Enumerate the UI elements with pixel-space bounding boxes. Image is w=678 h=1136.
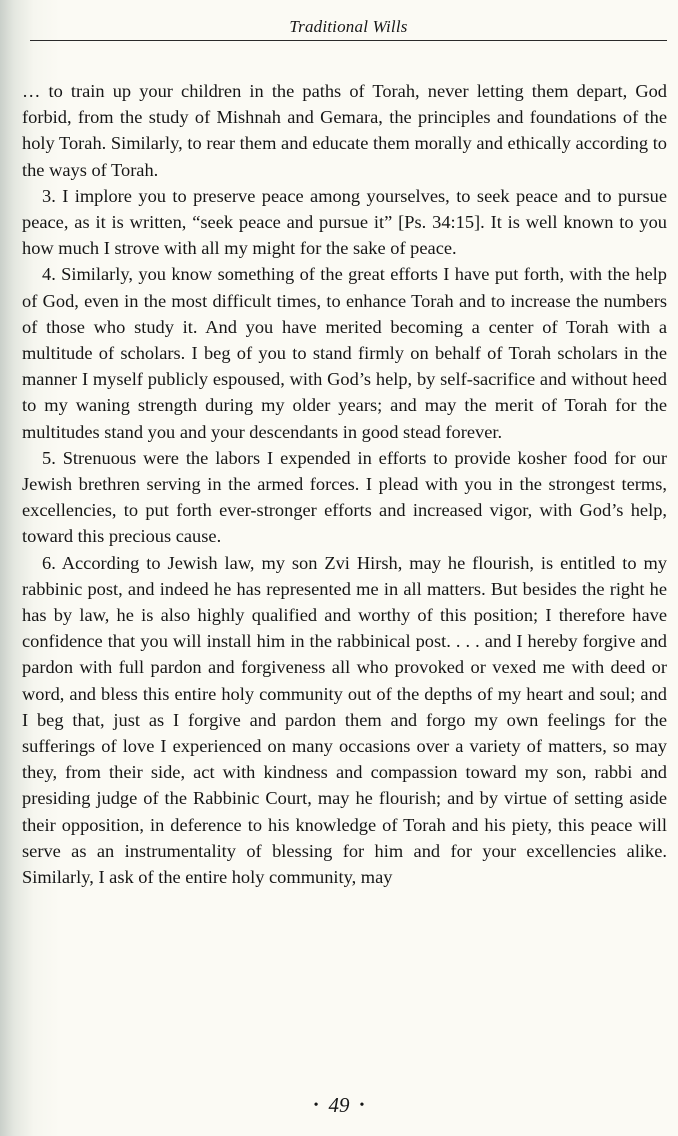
- paragraph-4: 4. Similarly, you know something of the great efforts I have put forth, with the help of God, even in the most difficult times, to enhance Torah and to increase the numbers of those who study it. And you have merited becoming a center of Torah with a multitude of scholars. I beg of you to stand firmly on behalf of Torah scholars in the manner I myself publicly espoused, with God’s help, by self-sacrifice and without heed to my waning strength during my older years; and may the merit of Torah for the multitudes stand you and your descendants in good stead forever.: [22, 264, 667, 442]
- paragraph-3: 3. I implore you to preserve peace among yourselves, to seek peace and to pursue peace, as it is written, “seek peace and pursue it” [Ps. 34:15]. It is well known to you how much I strove with all my might for the sake of peace.: [22, 185, 667, 259]
- running-head-title: Traditional Wills: [289, 17, 408, 36]
- folio-dot-left: •: [313, 1098, 319, 1113]
- page-number: [0, 1092, 678, 1119]
- paragraph-continuation: … to train up your children in the paths of Torah, never letting them depart, God forbid, from the study of Mishnah and Gemara, the principles and foundations of the holy Torah. Similarly, to rear them and educate them morally and ethically according to the ways of Torah.: [22, 81, 667, 180]
- paragraph-5: 5. Strenuous were the labors I expended in efforts to provide kosher food for our Jewish brethren serving in the armed forces. I plead with you in the strongest terms, excellencies, to put forth ever-stronger efforts and increased vigor, with God’s help, toward this precious cause.: [22, 447, 667, 547]
- folio-dot-right: •: [359, 1098, 365, 1113]
- page-number-value: 49: [328, 1093, 350, 1117]
- paragraph-6: 6. According to Jewish law, my son Zvi Hirsh, may he flourish, is entitled to my rabbinic post, and indeed he has represented me in all matters. But besides the right he has by law, he is also highly qualified and worthy of this position; I therefore have confidence that you will install him in the rabbinical post. . . . and I hereby forgive and pardon with full pardon and forgiveness all who provoked or vexed me with deed or word, and bless this entire holy community out of the depths of my heart and soul; and I beg that, just as I forgive and pardon them and forgo my own feelings for the sufferings of love I experienced on many occasions over a variety of matters, so may they, from their side, act with kindness and compassion toward my son, rabbi and presiding judge of the Rabbinic Court, may he flourish; and by virtue of setting aside their opposition, in deference to his knowledge of Torah and his piety, this peace will serve as an instrumentality of blessing for him and for your excellencies alike. Similarly, I ask of the entire holy community, may: [22, 552, 667, 888]
- body-text: [22, 78, 667, 890]
- running-head: [30, 14, 667, 41]
